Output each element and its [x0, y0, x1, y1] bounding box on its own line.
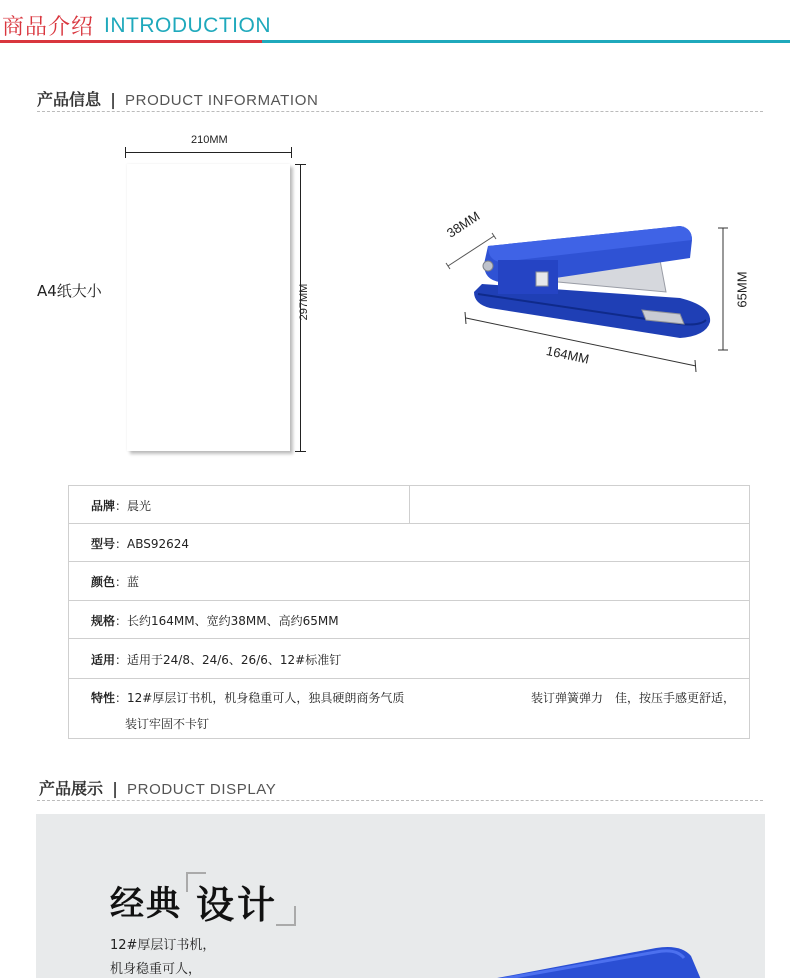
product-display-banner: [36, 814, 765, 978]
a4-width-label: 210MM: [191, 134, 228, 146]
spec-row-use: [69, 638, 749, 678]
spec-row-model: [69, 523, 749, 561]
header-title-cn: 商品介绍: [2, 15, 95, 40]
a4-paper: [127, 164, 290, 451]
spec-colon: ：: [115, 575, 128, 589]
spec-row-size: [69, 600, 749, 638]
spec-brand-key: 品牌: [91, 499, 116, 513]
product-info-title-cn: 产品信息: [37, 90, 102, 109]
spec-use-value: 适用于24/8、24/6、26/6、12#标准钉: [127, 653, 342, 667]
stapler-depth-label: 38MM: [444, 208, 483, 241]
spec-feature: [91, 689, 404, 706]
spec-size: [91, 612, 339, 629]
a4-width-line: [125, 152, 292, 153]
spec-size-value: 长约164MM、宽约38MM、高约65MM: [127, 614, 339, 628]
spec-brand: [91, 497, 151, 514]
product-display-title-cn: 产品展示: [39, 779, 104, 798]
spec-table: [68, 485, 750, 739]
spec-size-key: 规格: [91, 614, 116, 628]
display-stapler-image: [476, 942, 716, 978]
stapler-length-label: 164MM: [544, 343, 591, 367]
a4-width-tick-left: [125, 147, 126, 158]
product-display-separator: |: [112, 779, 118, 798]
a4-height-tick-top: [295, 164, 306, 165]
display-headline-1: 经典: [110, 884, 182, 924]
spec-row-color: [69, 561, 749, 600]
spec-model: [91, 535, 189, 552]
a4-size-label: A4纸大小: [37, 282, 102, 300]
spec-brand-divider: [409, 486, 410, 523]
product-display-heading: [39, 776, 276, 799]
spec-model-value: ABS92624: [127, 537, 190, 551]
product-info-separator: |: [110, 90, 116, 109]
stapler-image: [430, 200, 760, 380]
spec-feature-key: 特性: [91, 691, 116, 705]
spec-feature-value-2: 装订弹簧弹力 佳，按压手感更舒适，: [531, 691, 736, 705]
display-line-1: 12#厚层订书机，: [110, 938, 216, 953]
spec-model-key: 型号: [91, 537, 116, 551]
header-title-en: INTRODUCTION: [104, 14, 271, 37]
header-underline-red: [0, 40, 262, 43]
spec-colon: ：: [115, 691, 128, 705]
spec-use: [91, 651, 341, 668]
display-line-2: 机身稳重可人，: [110, 962, 202, 977]
a4-height-label: 297MM: [298, 283, 310, 321]
product-display-title-en: PRODUCT DISPLAY: [127, 781, 277, 798]
spec-color-key: 颜色: [91, 575, 116, 589]
spec-colon: ：: [115, 537, 128, 551]
spec-colon: ：: [115, 653, 128, 667]
spec-use-key: 适用: [91, 653, 116, 667]
spec-feature-value-3: 装订牢固不卡钉: [125, 717, 210, 731]
product-info-heading: [37, 87, 318, 110]
product-display-divider: [37, 800, 763, 801]
product-info-divider: [37, 111, 763, 112]
spec-row-feature: [69, 678, 749, 738]
spec-brand-value: 晨光: [127, 499, 152, 513]
display-headline-2: 设计: [196, 883, 279, 927]
header-underline-teal: [262, 40, 790, 43]
spec-colon: ：: [115, 499, 128, 513]
a4-height-tick-bottom: [295, 451, 306, 452]
spec-color-value: 蓝: [127, 575, 140, 589]
spec-color: [91, 573, 139, 590]
spec-colon: ：: [115, 614, 128, 628]
a4-width-tick-right: [291, 147, 292, 158]
product-info-title-en: PRODUCT INFORMATION: [125, 92, 319, 109]
stapler-height-label: 65MM: [734, 271, 750, 308]
spec-feature-value-1: 12#厚层订书机，机身稳重可人，独具硬朗商务气质: [127, 691, 405, 705]
spec-row-brand: [69, 486, 749, 523]
bracket-close-decoration: [276, 906, 296, 926]
